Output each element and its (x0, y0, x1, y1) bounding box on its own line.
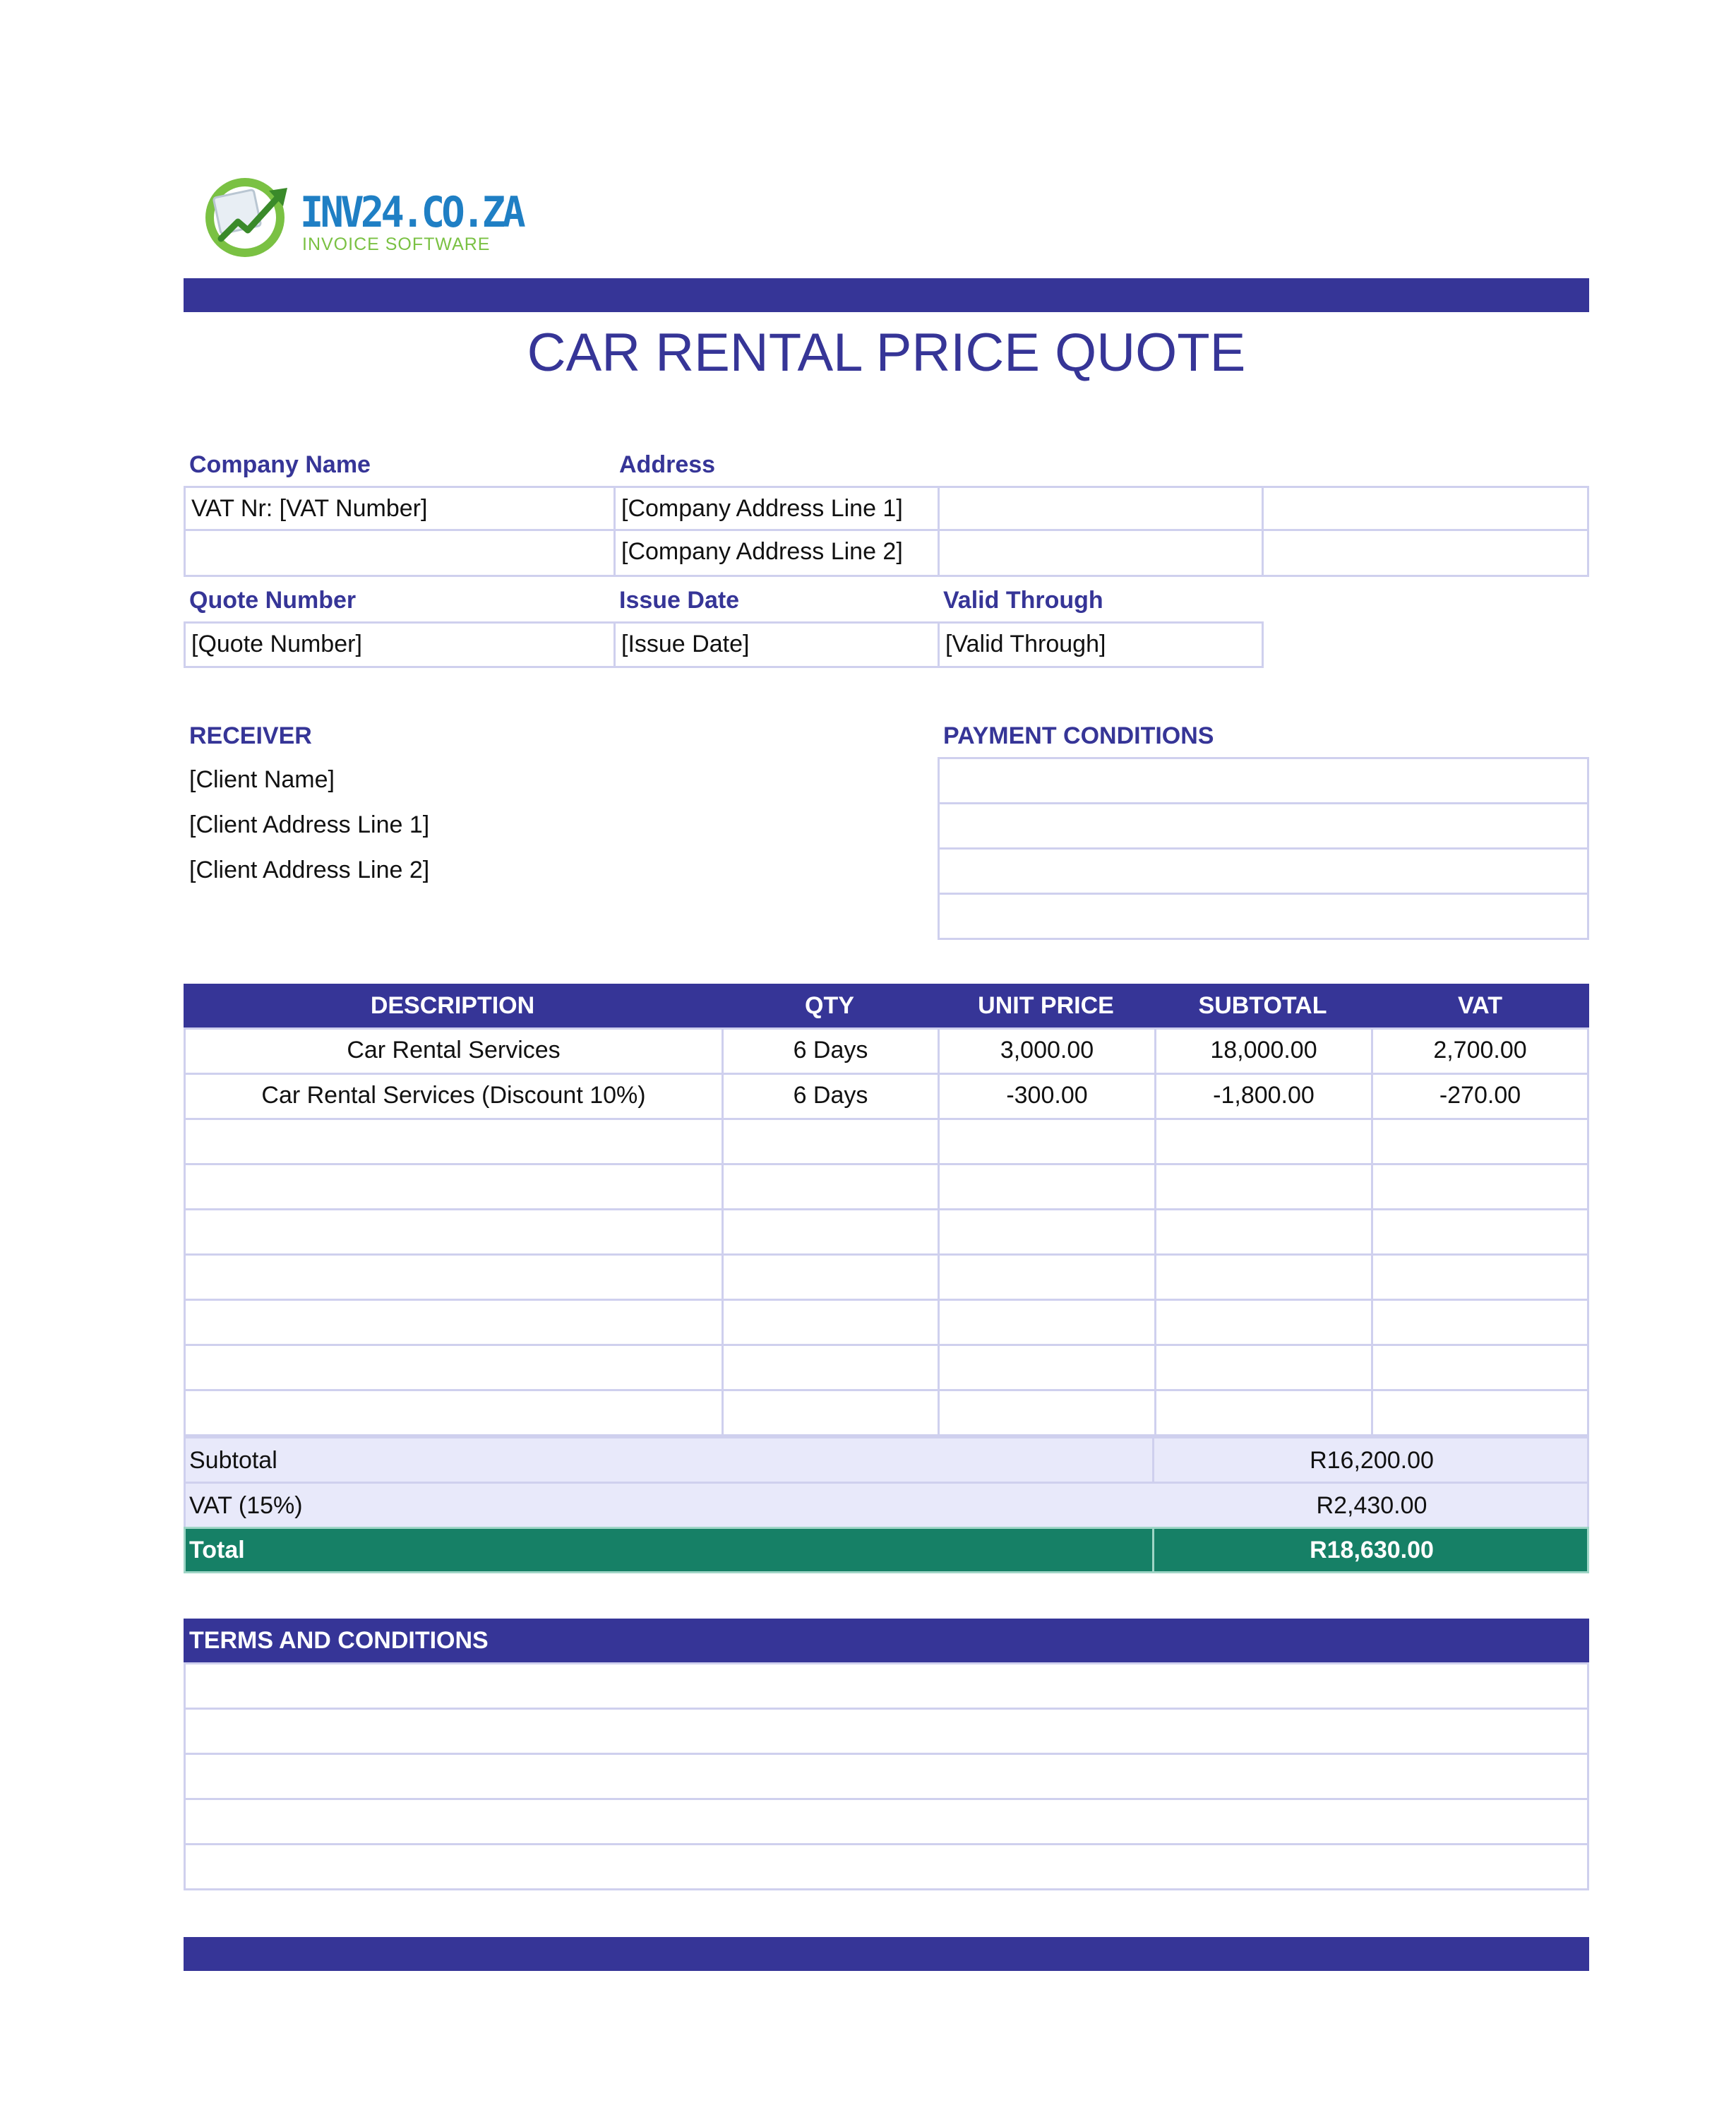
receiver-label: RECEIVER (189, 722, 312, 749)
table-cell-subtotal: 18,000.00 (1154, 1027, 1373, 1075)
company-address-line1: [Company Address Line 1] (613, 486, 940, 531)
empty-table-cell (722, 1389, 940, 1436)
empty-table-cell (938, 1344, 1156, 1391)
empty-table-cell (1371, 1163, 1589, 1210)
empty-table-cell (722, 1163, 940, 1210)
page-title: CAR RENTAL PRICE QUOTE (527, 323, 1246, 383)
valid-through-field: [Valid Through] (938, 621, 1264, 668)
empty-table-cell (722, 1253, 940, 1301)
empty-table-cell (1371, 1344, 1589, 1391)
empty-table-cell (1154, 1389, 1373, 1436)
empty-table-cell (1154, 1118, 1373, 1165)
logo-emblem-icon (201, 169, 293, 261)
valid-through-label: Valid Through (943, 587, 1103, 614)
empty-table-cell (722, 1344, 940, 1391)
empty-table-cell (184, 1208, 724, 1256)
payment-conditions-label: PAYMENT CONDITIONS (943, 722, 1214, 749)
address-cell (1262, 486, 1589, 531)
subtotal-label: Subtotal (189, 1447, 277, 1474)
total-value: R18,630.00 (1310, 1537, 1434, 1563)
vat-number-field: VAT Nr: [VAT Number] (184, 486, 616, 531)
empty-table-cell (1154, 1163, 1373, 1210)
table-cell-description: Car Rental Services (184, 1027, 724, 1075)
terms-row (184, 1753, 1589, 1800)
empty-table-cell (184, 1344, 724, 1391)
empty-table-cell (1154, 1299, 1373, 1346)
empty-table-cell (938, 1389, 1156, 1436)
empty-table-cell (1154, 1253, 1373, 1301)
empty-table-cell (184, 1253, 724, 1301)
empty-table-cell (1154, 1344, 1373, 1391)
total-label: Total (189, 1537, 245, 1563)
table-cell-subtotal: -1,800.00 (1154, 1073, 1373, 1120)
logo (201, 169, 522, 261)
table-cell-qty: 6 Days (722, 1073, 940, 1120)
payment-row (938, 893, 1589, 940)
terms-row (184, 1708, 1589, 1755)
address-label: Address (619, 451, 716, 478)
empty-table-cell (184, 1163, 724, 1210)
empty-table-cell (1371, 1118, 1589, 1165)
subtotal-value: R16,200.00 (1310, 1447, 1434, 1474)
table-cell-unit-price: -300.00 (938, 1073, 1156, 1120)
terms-row (184, 1843, 1589, 1890)
empty-table-cell (938, 1163, 1156, 1210)
empty-table-cell (1154, 1208, 1373, 1256)
payment-row (938, 757, 1589, 804)
empty-table-cell (1371, 1253, 1589, 1301)
empty-table-cell (184, 1389, 724, 1436)
issue-date-field: [Issue Date] (613, 621, 940, 668)
brand-tagline: INVOICE SOFTWARE (302, 234, 491, 254)
brand-name: INV24.CO.ZA (300, 188, 522, 237)
address-cell (1262, 529, 1589, 577)
table-cell-qty: 6 Days (722, 1027, 940, 1075)
col-header-vat: VAT (1458, 992, 1502, 1019)
empty-table-cell (1371, 1208, 1589, 1256)
col-header-description: DESCRIPTION (370, 992, 535, 1019)
terms-row (184, 1662, 1589, 1710)
empty-table-cell (722, 1299, 940, 1346)
col-header-qty: QTY (805, 992, 854, 1019)
empty-table-cell (938, 1208, 1156, 1256)
empty-table-cell (184, 1299, 724, 1346)
terms-rows (184, 1662, 1589, 1890)
address-cell (938, 529, 1264, 577)
address-cell (938, 486, 1264, 531)
table-cell-vat: -270.00 (1371, 1073, 1589, 1120)
terms-label: TERMS AND CONDITIONS (189, 1627, 489, 1654)
table-cell-vat: 2,700.00 (1371, 1027, 1589, 1075)
empty-table-cell (722, 1118, 940, 1165)
items-table-body (184, 1027, 1589, 1437)
empty-table-cell (722, 1208, 940, 1256)
table-cell-unit-price: 3,000.00 (938, 1027, 1156, 1075)
vat-value: R2,430.00 (1316, 1492, 1427, 1519)
issue-date-label: Issue Date (619, 587, 740, 614)
empty-table-cell (184, 1118, 724, 1165)
vat-label: VAT (15%) (189, 1492, 303, 1519)
payment-row (938, 802, 1589, 850)
company-address-line2: [Company Address Line 2] (613, 529, 940, 577)
quote-number-field: [Quote Number] (184, 621, 616, 668)
empty-table-cell (938, 1299, 1156, 1346)
empty-table-cell (938, 1253, 1156, 1301)
terms-row (184, 1798, 1589, 1845)
empty-table-cell (1371, 1389, 1589, 1436)
company-name-label: Company Name (189, 451, 371, 478)
col-header-unit-price: UNIT PRICE (978, 992, 1114, 1019)
client-address-line1: [Client Address Line 1] (189, 811, 430, 838)
empty-table-cell (938, 1118, 1156, 1165)
client-name: [Client Name] (189, 766, 335, 793)
bottom-banner (184, 1937, 1589, 1971)
company-empty-cell (184, 529, 616, 577)
col-header-subtotal: SUBTOTAL (1198, 992, 1327, 1019)
empty-table-cell (1371, 1299, 1589, 1346)
table-cell-description: Car Rental Services (Discount 10%) (184, 1073, 724, 1120)
quote-number-label: Quote Number (189, 587, 357, 614)
payment-row (938, 847, 1589, 895)
client-address-line2: [Client Address Line 2] (189, 857, 430, 883)
top-banner (184, 278, 1589, 312)
